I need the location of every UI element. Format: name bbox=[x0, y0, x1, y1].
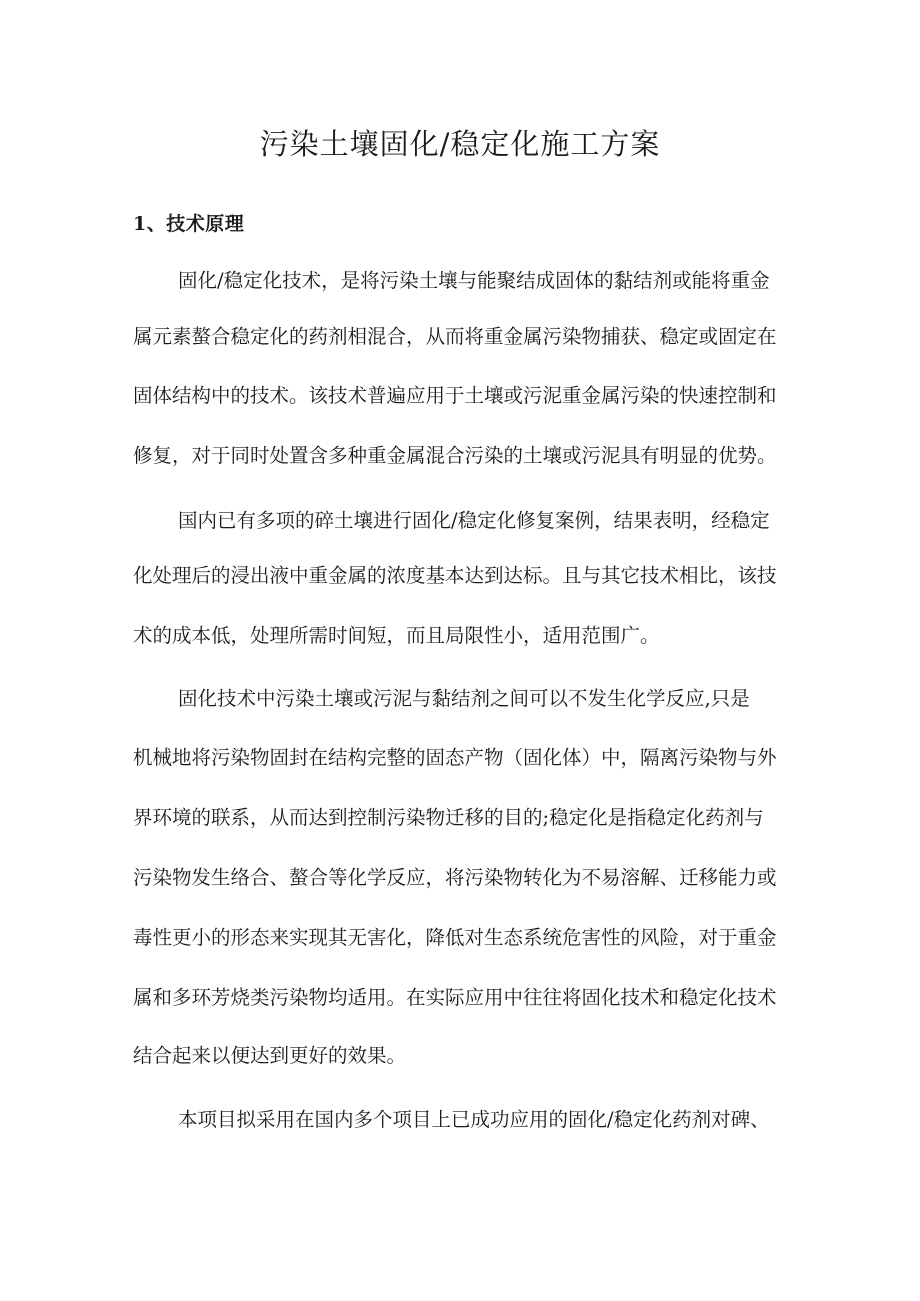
paragraph-line: 固体结构中的技术。该技术普遍应用于土壤或污泥重金属污染的快速控制和 bbox=[133, 384, 777, 407]
paragraph-line: 污染物发生络合、螯合等化学反应，将污染物转化为不易溶解、迁移能力或 bbox=[133, 866, 777, 889]
paragraph-line: 修复，对于同时处置含多种重金属混合污染的土壤或污泥具有明显的优势。 bbox=[133, 444, 777, 467]
paragraph-line: 属元素螯合稳定化的药剂相混合，从而将重金属污染物捕获、稳定或固定在 bbox=[133, 325, 777, 348]
paragraph-line: 界环境的联系，从而达到控制污染物迁移的目的;稳定化是指稳定化药剂与 bbox=[133, 806, 764, 829]
section-heading: 1、技术原理 bbox=[133, 213, 245, 235]
paragraph-line: 结合起来以便达到更好的效果。 bbox=[133, 1044, 407, 1067]
paragraph-line: 化处理后的浸出液中重金属的浓度基本达到达标。且与其它技术相比，该技 bbox=[133, 564, 777, 587]
paragraph-line: 毒性更小的形态来实现其无害化，降低对生态系统危害性的风险，对于重金 bbox=[133, 926, 777, 949]
paragraph-line: 固化技术中污染土壤或污泥与黏结剂之间可以不发生化学反应,只是 bbox=[178, 687, 750, 710]
paragraph-line: 术的成本低，处理所需时间短，而且局限性小，适用范围广。 bbox=[133, 624, 660, 647]
document-title: 污染土壤固化/稳定化施工方案 bbox=[259, 127, 661, 161]
paragraph-line: 本项目拟采用在国内多个项目上已成功应用的固化/稳定化药剂对碑、 bbox=[178, 1108, 770, 1131]
paragraph-line: 固化/稳定化技术，是将污染土壤与能聚结成固体的黏结剂或能将重金 bbox=[178, 269, 770, 292]
paragraph-line: 机械地将污染物固封在结构完整的固态产物（固化体）中，隔离污染物与外 bbox=[133, 746, 777, 769]
paragraph-line: 国内已有多项的碎土壤进行固化/稳定化修复案例，结果表明，经稳定 bbox=[178, 509, 770, 532]
paragraph-line: 属和多环芳烧类污染物均适用。在实际应用中往往将固化技术和稳定化技术 bbox=[133, 986, 777, 1009]
